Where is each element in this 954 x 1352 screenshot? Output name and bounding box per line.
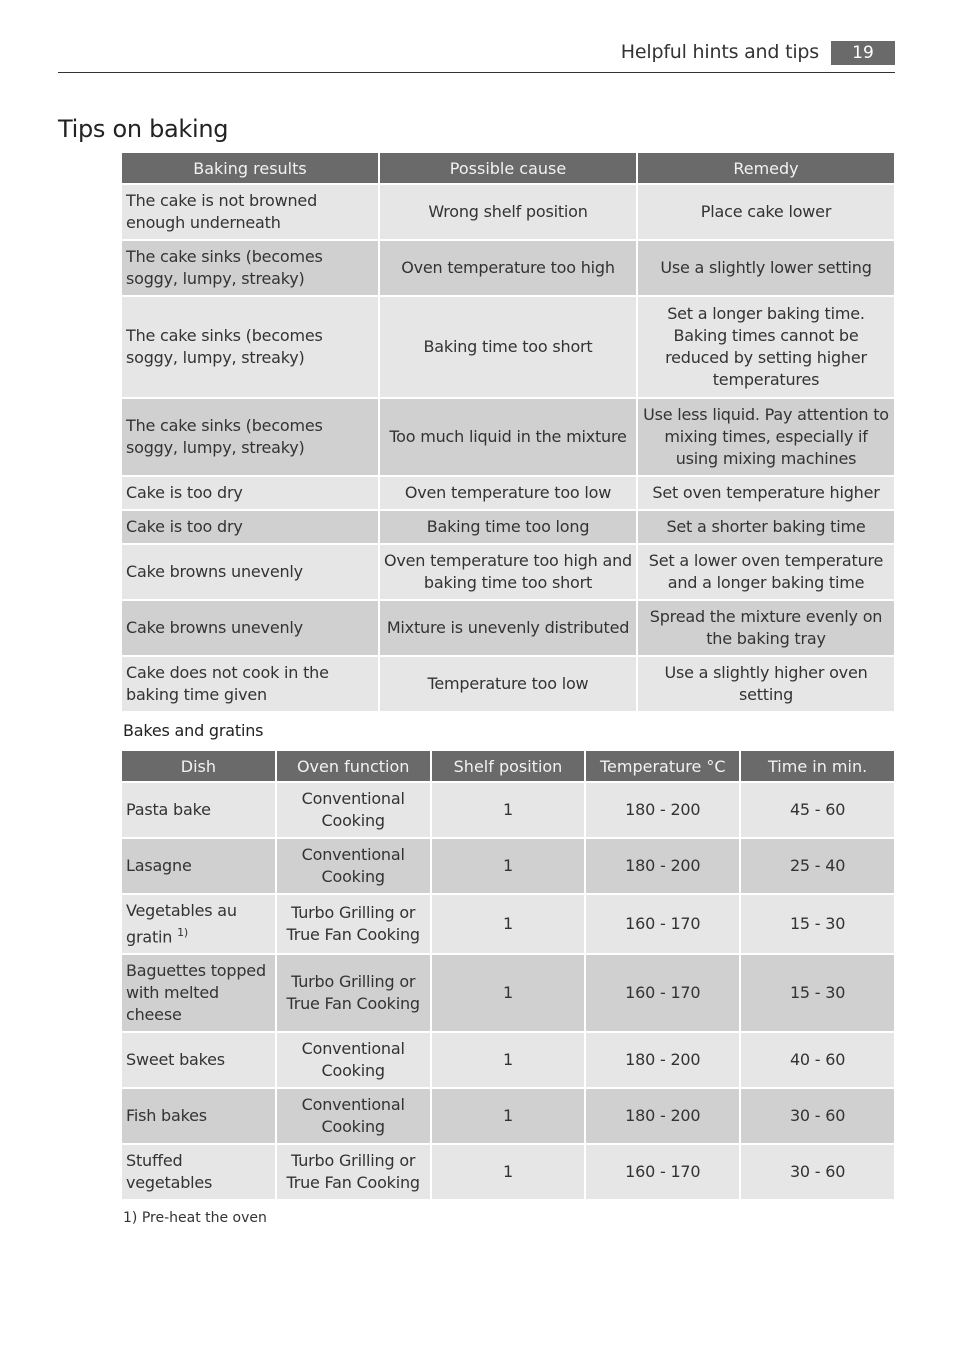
temperature-cell: 180 - 200: [586, 839, 739, 893]
baking-result-cell: Cake browns unevenly: [122, 545, 378, 599]
remedy-cell: Use less liquid. Pay attention to mixing times, especially if using mixing machines: [638, 399, 894, 475]
table-row: [122, 783, 894, 837]
tips-header-row: [122, 153, 894, 183]
table-row: [122, 297, 894, 397]
table-row: [122, 511, 894, 543]
possible-cause-cell: Baking time too short: [380, 297, 636, 397]
remedy-cell: Spread the mixture evenly on the baking tray: [638, 601, 894, 655]
bakes-table: [120, 749, 896, 1201]
bakes-header-row: [122, 751, 894, 781]
col-header-dish: Dish: [122, 751, 275, 781]
col-header-temperature: Temperature °C: [586, 751, 739, 781]
table-row: [122, 657, 894, 711]
dish-cell: Baguettes topped with melted cheese: [122, 955, 275, 1031]
page-title: Tips on baking: [58, 115, 229, 143]
temperature-cell: 180 - 200: [586, 783, 739, 837]
oven-function-cell: Conventional Cooking: [277, 1089, 430, 1143]
table-row: [122, 1089, 894, 1143]
table-row: [122, 185, 894, 239]
temperature-cell: 160 - 170: [586, 895, 739, 953]
table-row: [122, 477, 894, 509]
table-row: [122, 955, 894, 1031]
table-row: [122, 399, 894, 475]
time-cell: 15 - 30: [741, 955, 894, 1031]
time-cell: 15 - 30: [741, 895, 894, 953]
remedy-cell: Set a lower oven temperature and a longer baking time: [638, 545, 894, 599]
shelf-position-cell: 1: [432, 839, 585, 893]
possible-cause-cell: Oven temperature too high and baking time too short: [380, 545, 636, 599]
dish-cell: [122, 895, 275, 953]
remedy-cell: Use a slightly lower setting: [638, 241, 894, 295]
time-cell: 45 - 60: [741, 783, 894, 837]
table-row: [122, 895, 894, 953]
temperature-cell: 160 - 170: [586, 1145, 739, 1199]
remedy-cell: Place cake lower: [638, 185, 894, 239]
dish-cell: Lasagne: [122, 839, 275, 893]
table-row: [122, 1145, 894, 1199]
time-cell: 30 - 60: [741, 1145, 894, 1199]
shelf-position-cell: 1: [432, 895, 585, 953]
dish-cell: Sweet bakes: [122, 1033, 275, 1087]
baking-result-cell: Cake does not cook in the baking time given: [122, 657, 378, 711]
baking-result-cell: Cake is too dry: [122, 477, 378, 509]
baking-result-cell: Cake browns unevenly: [122, 601, 378, 655]
possible-cause-cell: Oven temperature too low: [380, 477, 636, 509]
oven-function-cell: Conventional Cooking: [277, 1033, 430, 1087]
col-header-possible-cause: Possible cause: [380, 153, 636, 183]
time-cell: 40 - 60: [741, 1033, 894, 1087]
footnote-marker: 1): [177, 925, 188, 939]
baking-result-cell: Cake is too dry: [122, 511, 378, 543]
remedy-cell: Use a slightly higher oven setting: [638, 657, 894, 711]
col-header-remedy: Remedy: [638, 153, 894, 183]
col-header-shelf-position: Shelf position: [432, 751, 585, 781]
possible-cause-cell: Oven temperature too high: [380, 241, 636, 295]
dish-cell: Fish bakes: [122, 1089, 275, 1143]
baking-result-cell: The cake sinks (becomes soggy, lumpy, streaky): [122, 297, 378, 397]
bakes-section-label: Bakes and gratins: [123, 721, 264, 740]
remedy-cell: Set oven temperature higher: [638, 477, 894, 509]
oven-function-cell: Conventional Cooking: [277, 839, 430, 893]
col-header-oven-function: Oven function: [277, 751, 430, 781]
shelf-position-cell: 1: [432, 1033, 585, 1087]
table-row: [122, 1033, 894, 1087]
dish-cell: Pasta bake: [122, 783, 275, 837]
oven-function-cell: Conventional Cooking: [277, 783, 430, 837]
table-row: [122, 839, 894, 893]
temperature-cell: 160 - 170: [586, 955, 739, 1031]
col-header-time: Time in min.: [741, 751, 894, 781]
footnote: 1) Pre-heat the oven: [123, 1210, 267, 1226]
table-row: [122, 601, 894, 655]
possible-cause-cell: Mixture is unevenly distributed: [380, 601, 636, 655]
baking-result-cell: The cake is not browned enough underneath: [122, 185, 378, 239]
temperature-cell: 180 - 200: [586, 1089, 739, 1143]
time-cell: 30 - 60: [741, 1089, 894, 1143]
possible-cause-cell: Wrong shelf position: [380, 185, 636, 239]
table-row: [122, 241, 894, 295]
table-row: [122, 545, 894, 599]
shelf-position-cell: 1: [432, 1089, 585, 1143]
remedy-cell: Set a longer baking time. Baking times cannot be reduced by setting higher temperatures: [638, 297, 894, 397]
section-title: Helpful hints and tips: [620, 41, 819, 63]
col-header-baking-results: Baking results: [122, 153, 378, 183]
oven-function-cell: Turbo Grilling or True Fan Cooking: [277, 1145, 430, 1199]
baking-result-cell: The cake sinks (becomes soggy, lumpy, streaky): [122, 399, 378, 475]
page-number: 19: [831, 41, 895, 65]
baking-result-cell: The cake sinks (becomes soggy, lumpy, streaky): [122, 241, 378, 295]
shelf-position-cell: 1: [432, 783, 585, 837]
dish-cell: Stuffed vegetables: [122, 1145, 275, 1199]
dish-name: Vegetables au gratin: [126, 900, 237, 947]
page-header: [58, 38, 895, 73]
possible-cause-cell: Temperature too low: [380, 657, 636, 711]
remedy-cell: Set a shorter baking time: [638, 511, 894, 543]
temperature-cell: 180 - 200: [586, 1033, 739, 1087]
time-cell: 25 - 40: [741, 839, 894, 893]
oven-function-cell: Turbo Grilling or True Fan Cooking: [277, 955, 430, 1031]
possible-cause-cell: Baking time too long: [380, 511, 636, 543]
shelf-position-cell: 1: [432, 955, 585, 1031]
tips-table: [120, 151, 896, 713]
oven-function-cell: Turbo Grilling or True Fan Cooking: [277, 895, 430, 953]
shelf-position-cell: 1: [432, 1145, 585, 1199]
possible-cause-cell: Too much liquid in the mixture: [380, 399, 636, 475]
